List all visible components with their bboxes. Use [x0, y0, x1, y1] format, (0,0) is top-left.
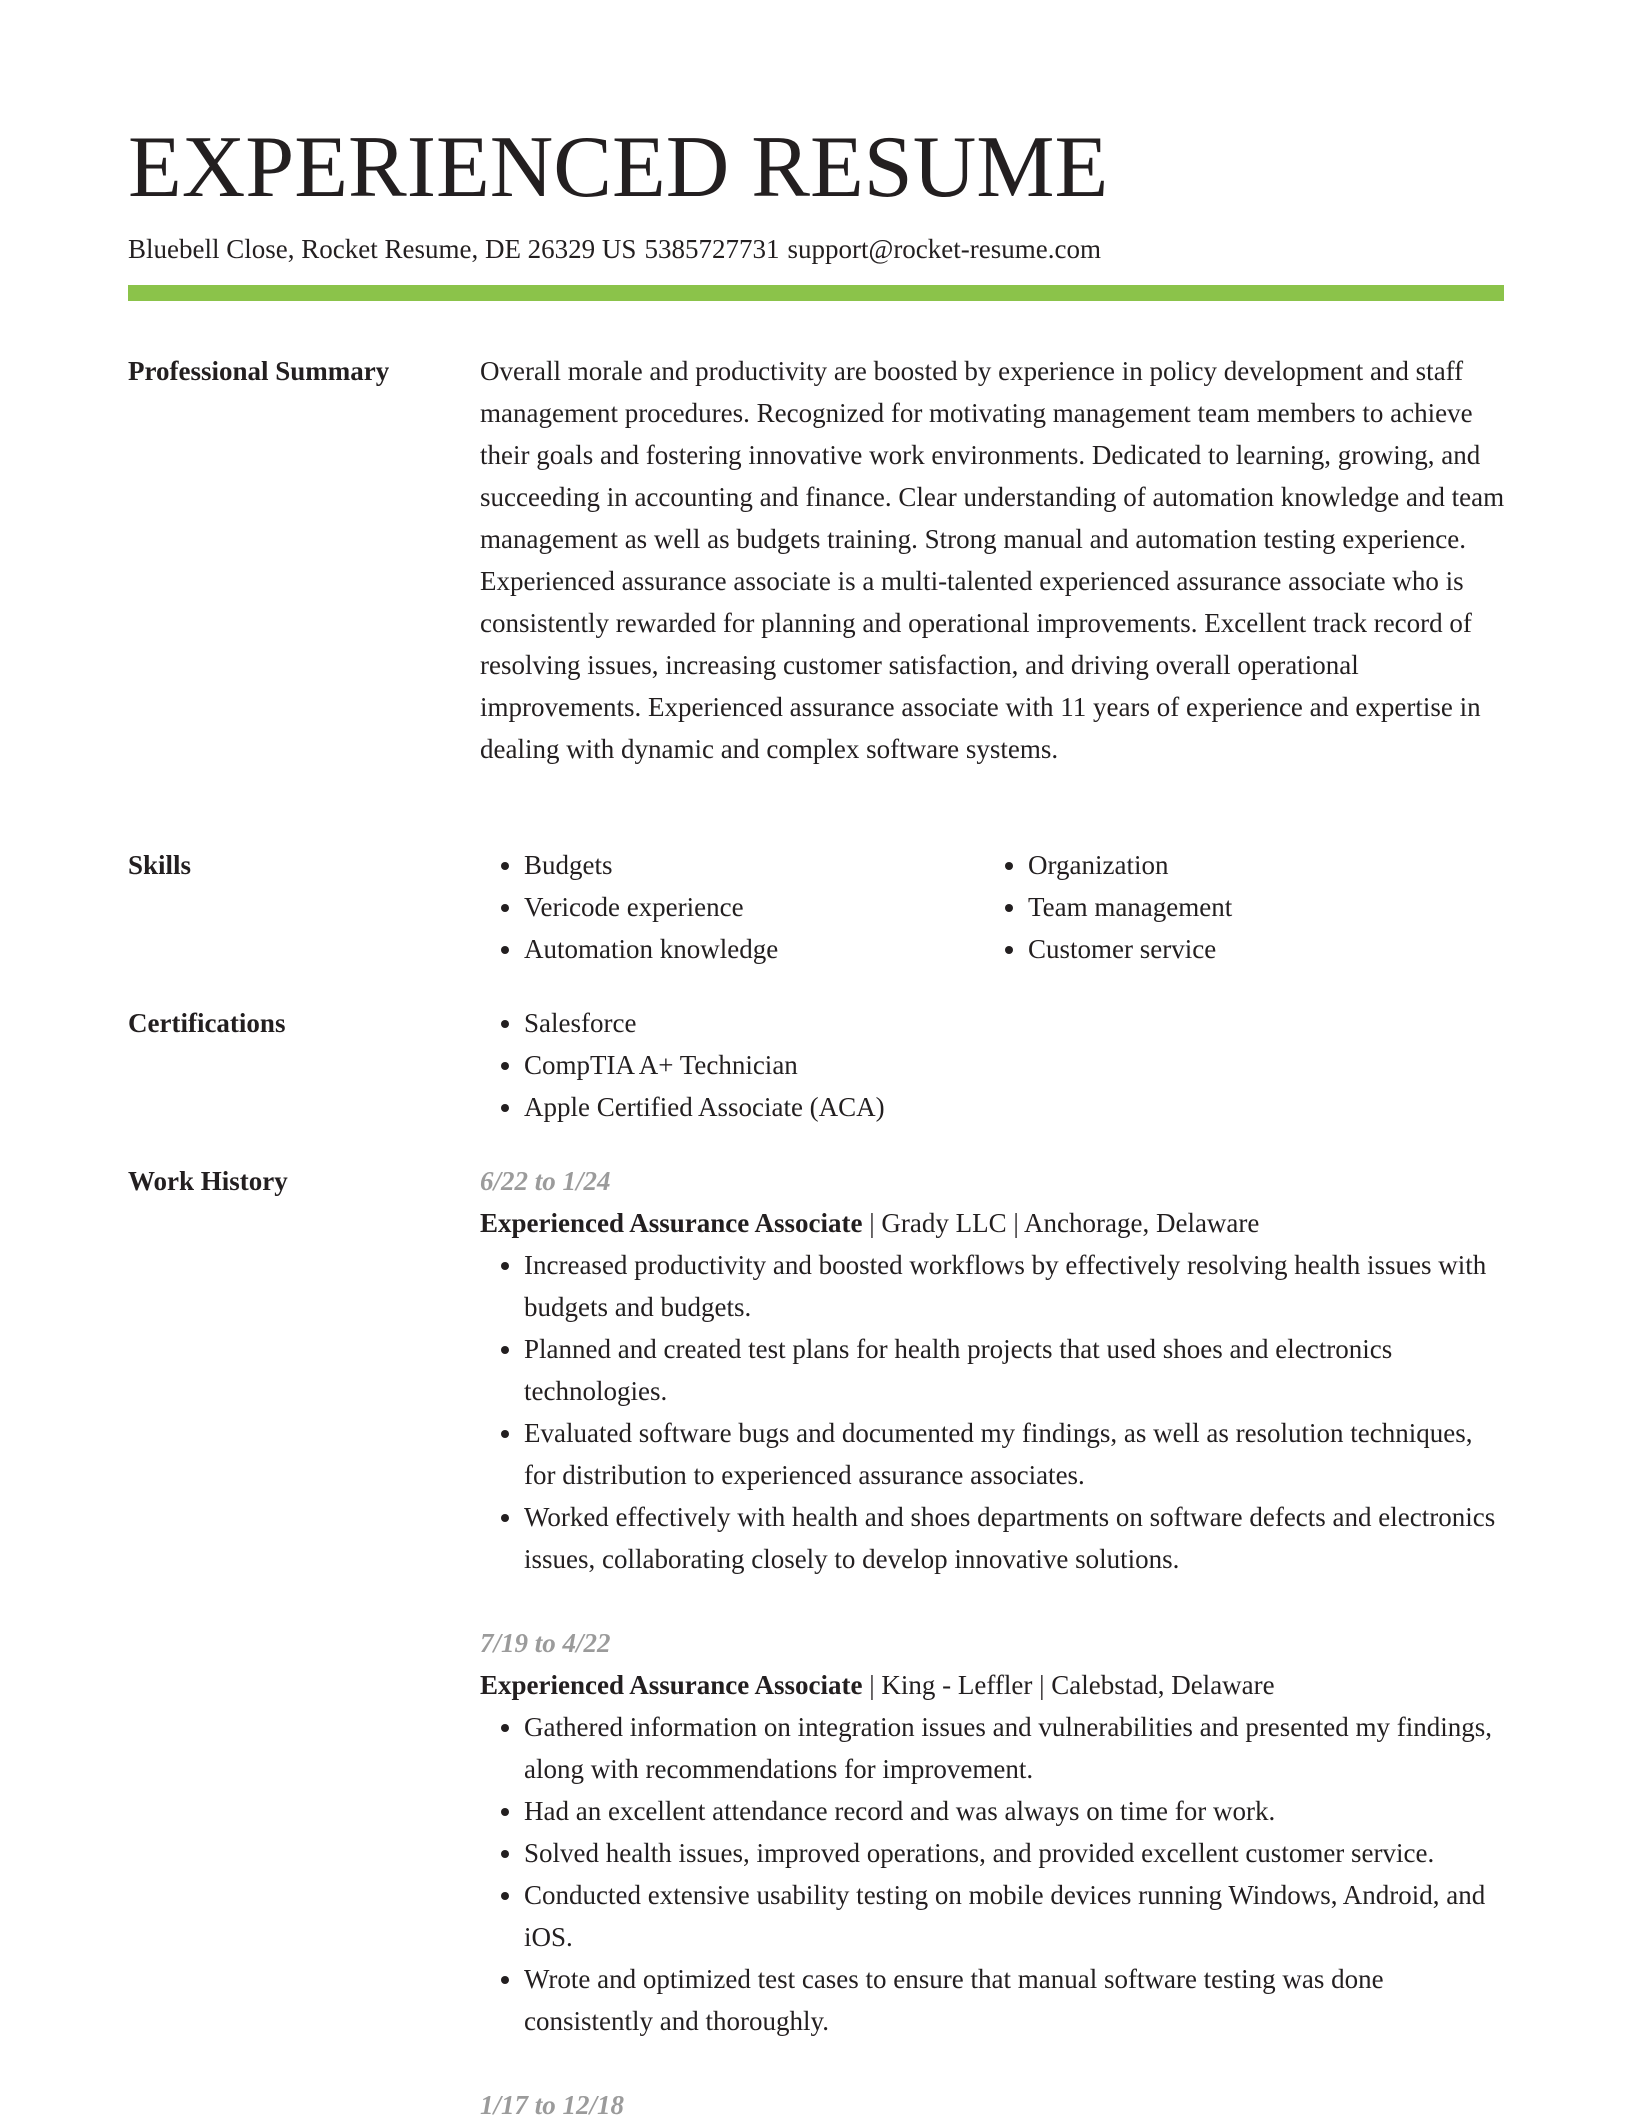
certifications-heading: Certifications	[128, 1008, 286, 1038]
skills-column-1	[480, 844, 984, 970]
job-bullet: • Worked effectively with health and shoes departments on software defects and electronics issues, collaborating closely to develop innovative solutions.	[524, 1496, 1506, 1580]
contact-address: Bluebell Close, Rocket Resume, DE 26329 US	[128, 234, 637, 264]
skill-item: • Vericode experience	[524, 886, 984, 928]
contact-line	[128, 229, 1109, 269]
job-entry	[480, 2084, 1506, 2126]
job-bullet: • Solved health issues, improved operations, and provided excellent customer service.	[524, 1832, 1506, 1874]
job-bullet: • Conducted extensive usability testing on mobile devices running Windows, Android, and iOS.	[524, 1874, 1506, 1958]
job-bullet: • Wrote and optimized test cases to ensure that manual software testing was done consistently and thoroughly.	[524, 1958, 1506, 2042]
skills-body	[480, 844, 1506, 970]
summary-body	[480, 350, 1506, 770]
skill-item: • Automation knowledge	[524, 928, 984, 970]
contact-phone: 5385727731	[644, 234, 780, 264]
job-bullets	[480, 1706, 1506, 2042]
job-bullet: • Gathered information on integration issues and vulnerabilities and presented my findings, along with recommendations for improvement.	[524, 1706, 1506, 1790]
certification-item: • Salesforce	[524, 1002, 1506, 1044]
accent-divider	[128, 285, 1504, 301]
job-title-line	[480, 1202, 1506, 1244]
job-bullet: • Increased productivity and boosted workflows by effectively resolving health issues with budgets and budgets.	[524, 1244, 1506, 1328]
skills-column-2	[984, 844, 1488, 970]
resume-name: EXPERIENCED RESUME	[128, 119, 1109, 216]
skills-columns	[480, 844, 1506, 970]
certification-item: • CompTIA A+ Technician	[524, 1044, 1506, 1086]
skill-item: • Budgets	[524, 844, 984, 886]
summary-heading: Professional Summary	[128, 356, 390, 386]
job-title: Experienced Assurance Associate	[480, 1208, 863, 1238]
job-entry	[480, 1622, 1506, 2042]
work-history-body	[480, 1160, 1506, 2126]
job-bullet: • Had an excellent attendance record and was always on time for work.	[524, 1790, 1506, 1832]
job-dates: 7/19 to 4/22	[480, 1628, 611, 1658]
job-title: Experienced Assurance Associate	[480, 1670, 863, 1700]
job-dates: 6/22 to 1/24	[480, 1166, 611, 1196]
job-bullet: • Planned and created test plans for health projects that used shoes and electronics technologies.	[524, 1328, 1506, 1412]
skill-item: • Team management	[1028, 886, 1488, 928]
job-dates: 1/17 to 12/18	[480, 2090, 625, 2120]
contact-email: support@rocket-resume.com	[787, 234, 1101, 264]
job-details: | King - Leffler | Calebstad, Delaware	[862, 1670, 1275, 1700]
skill-item: • Customer service	[1028, 928, 1488, 970]
skills-heading: Skills	[128, 850, 192, 880]
skill-item: • Organization	[1028, 844, 1488, 886]
certification-item: • Apple Certified Associate (ACA)	[524, 1086, 1506, 1128]
summary-text: Overall morale and productivity are boosted by experience in policy development and staff management procedures. Recognized for motivating management team members to achieve their goals and fostering innovative work environments. Dedicated to learning, growing, and succeeding in accounting and finance. Clear understanding of automation knowledge and team management as well as budgets training. Strong manual and automation testing experience. Experienced assurance associate is a multi-talented experienced assurance associate who is consistently rewarded for planning and operational improvements. Excellent track record of resolving issues, increasing customer satisfaction, and driving overall operational improvements. Experienced assurance associate with 11 years of experience and expertise in dealing with dynamic and complex software systems.	[480, 356, 1505, 764]
work-history-heading: Work History	[128, 1166, 288, 1196]
job-title-line	[480, 1664, 1506, 1706]
job-entry	[480, 1160, 1506, 1580]
certifications-body	[480, 1002, 1506, 1128]
job-bullets	[480, 1244, 1506, 1580]
job-details: | Grady LLC | Anchorage, Delaware	[862, 1208, 1260, 1238]
job-bullet: • Evaluated software bugs and documented my findings, as well as resolution techniques, for distribution to experienced assurance associates.	[524, 1412, 1506, 1496]
